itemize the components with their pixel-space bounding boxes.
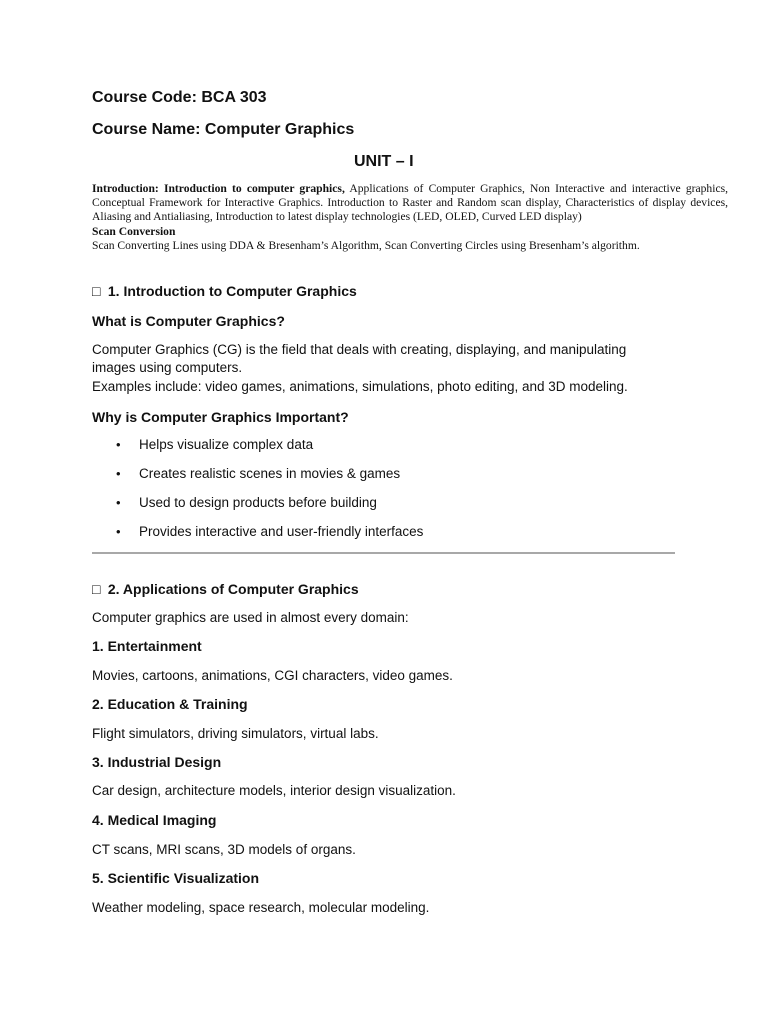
application-text: Flight simulators, driving simulators, virtual labs.	[92, 726, 379, 741]
list-item: • Helps visualize complex data	[116, 437, 314, 452]
unit-title: UNIT – I	[354, 153, 414, 170]
bullet-icon: •	[116, 437, 121, 452]
syllabus-intro-bold: Introduction: Introduction to computer graphics,	[92, 182, 345, 195]
what-is-line-1: Computer Graphics (CG) is the field that deals with creating, displaying, and manipulating	[92, 342, 627, 357]
list-item: • Used to design products before building	[116, 495, 377, 510]
list-item: • Provides interactive and user-friendly interfaces	[116, 524, 424, 539]
application-title: 3. Industrial Design	[92, 754, 222, 770]
course-code: Course Code: BCA 303	[92, 89, 267, 106]
bullet-icon: •	[116, 524, 121, 539]
section-2-heading: □ 2. Applications of Computer Graphics	[92, 581, 359, 597]
list-item: • Creates realistic scenes in movies & games	[116, 466, 401, 481]
application-text: CT scans, MRI scans, 3D models of organs.	[92, 842, 356, 857]
applications-intro: Computer graphics are used in almost every domain:	[92, 610, 409, 625]
course-name: Course Name: Computer Graphics	[92, 121, 355, 138]
syllabus-scan-heading: Scan Conversion	[92, 224, 176, 238]
application-title: 2. Education & Training	[92, 696, 248, 712]
application-title: 4. Medical Imaging	[92, 812, 217, 828]
why-heading: Why is Computer Graphics Important?	[92, 409, 349, 425]
application-text: Weather modeling, space research, molecular modeling.	[92, 900, 430, 915]
application-title: 5. Scientific Visualization	[92, 870, 260, 886]
application-text: Movies, cartoons, animations, CGI characters, video games.	[92, 668, 453, 683]
what-is-line-3: Examples include: video games, animations, simulations, photo editing, and 3D modeling.	[92, 379, 628, 394]
syllabus-intro	[92, 182, 728, 225]
box-icon: □	[92, 283, 101, 299]
application-text: Car design, architecture models, interior design visualization.	[92, 783, 456, 798]
box-icon: □	[92, 581, 101, 597]
bullet-icon: •	[116, 466, 121, 481]
importance-list	[92, 436, 692, 552]
what-is-line-2: images using computers.	[92, 360, 243, 375]
section-1-heading: □ 1. Introduction to Computer Graphics	[92, 283, 357, 299]
what-is-heading: What is Computer Graphics?	[92, 313, 285, 329]
application-title: 1. Entertainment	[92, 638, 202, 654]
syllabus-scan-text: Scan Converting Lines using DDA & Bresenham’s Algorithm, Scan Converting Circles using Bresenham’s algorithm.	[92, 238, 640, 252]
syllabus-intro-text: Applications of Computer Graphics, Non Interactive and interactive graphics, Conceptual Framework for Interactive Graphics. Introduction to Raster and Random scan display, Characteristics of display devices, Aliasing and Antialiasing, Introduction to latest display technologies (LED, OLED, Curved LED display)	[92, 182, 728, 224]
syllabus-excerpt	[92, 182, 728, 253]
horizontal-divider	[92, 552, 675, 554]
bullet-icon: •	[116, 495, 121, 510]
